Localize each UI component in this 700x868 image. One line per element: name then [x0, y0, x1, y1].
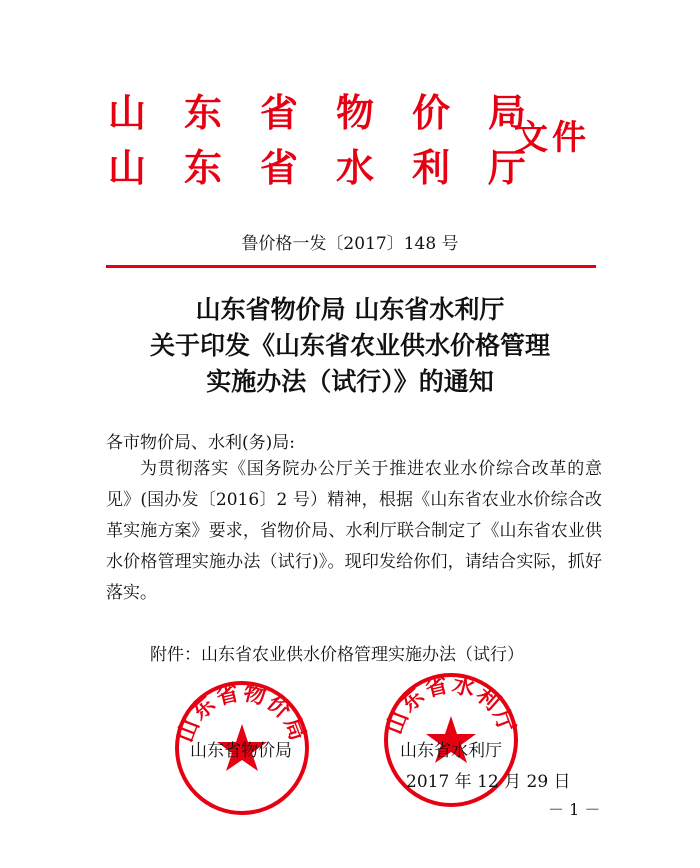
issuer-char: 价 [412, 91, 451, 135]
page-number: － 1 － [548, 800, 601, 819]
issuer-char: 山 [108, 91, 147, 135]
issuer-char: 省 [260, 91, 299, 135]
issuer-char: 东 [184, 91, 223, 135]
document-number: 鲁价格一发〔2017〕148 号 [241, 234, 459, 254]
issuer-char: 东 [184, 146, 223, 190]
title-line-1: 山东省物价局 山东省水利厅 [195, 295, 505, 324]
issuer-char: 利 [412, 146, 451, 190]
signature-price-bureau: 山东省物价局 [190, 741, 292, 761]
document-header-suffix: 文件 [514, 118, 590, 158]
seal-text: 山东省物价局 [173, 680, 311, 746]
red-separator-line [106, 265, 596, 268]
issuer-char: 山 [108, 146, 147, 190]
attachment-line: 附件：山东省农业供水价格管理实施办法（试行） [150, 645, 524, 665]
seal-text: 山东省水利厅 [382, 672, 520, 738]
issuer-char: 水 [336, 146, 375, 190]
title-line-2: 关于印发《山东省农业供水价格管理 [149, 331, 550, 360]
issuer-line-price-bureau [108, 82, 564, 137]
issue-date: 2017 年 12 月 29 日 [406, 772, 571, 792]
issuer-char: 厅 [488, 146, 527, 190]
issuer-char: 物 [336, 91, 375, 135]
issuer-char: 局 [488, 91, 527, 135]
issuer-char: 省 [260, 146, 299, 190]
signature-water-department: 山东省水利厅 [400, 741, 502, 761]
issuer-line-water-department [108, 137, 564, 192]
title-line-3: 实施办法（试行）》的通知 [206, 367, 494, 396]
salutation: 各市物价局、水利(务)局: [106, 433, 295, 453]
body-paragraph: 为贯彻落实《国务院办公厅关于推进农业水价综合改革的意见》(国办发〔2016〕2 号）精神，根据《山东省农业水价综合改革实施方案》要求，省物价局、水利厅联合制定了《山东省农业供水价格管理实施办法（试行)》。现印发给你们，请结合实际，抓好落实。 [106, 459, 602, 603]
